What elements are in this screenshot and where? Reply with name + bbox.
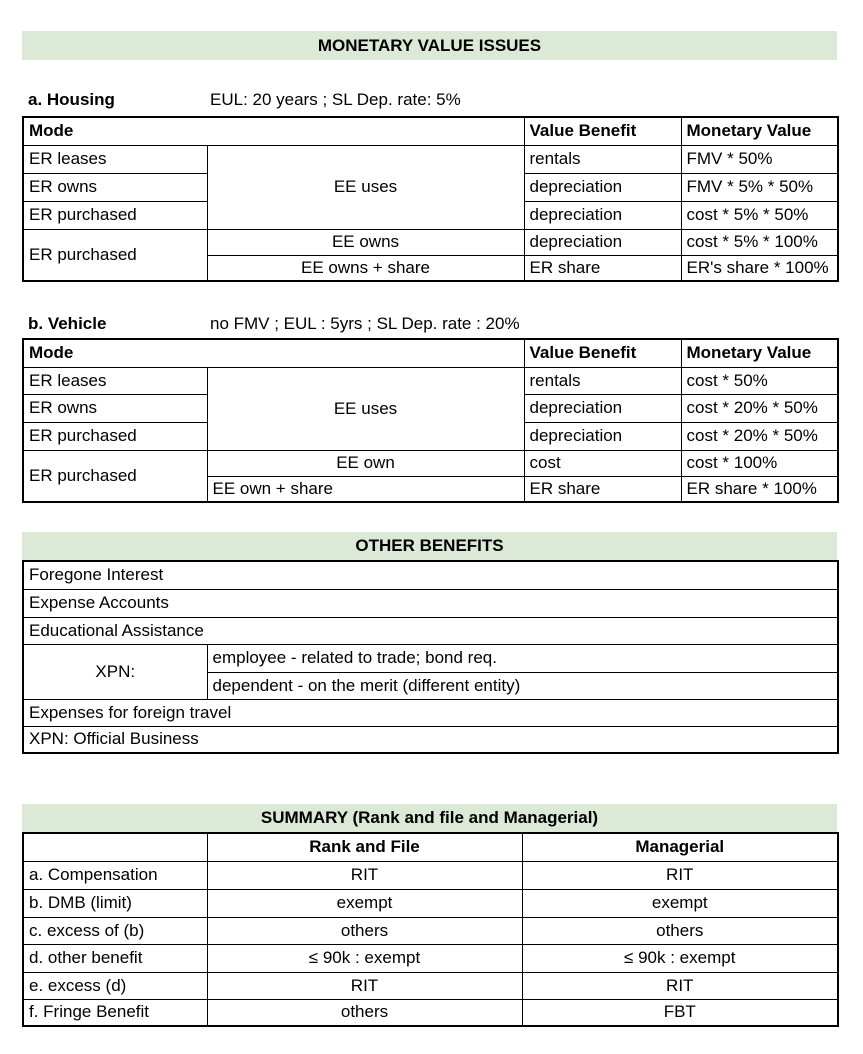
housing-label: a. Housing bbox=[28, 90, 115, 109]
value-benefit-cell: rentals bbox=[524, 367, 681, 394]
monetary-value-cell: ER share * 100% bbox=[681, 476, 838, 502]
benefit-item: XPN: Official Business bbox=[23, 726, 838, 753]
header-monetary-value: Monetary Value bbox=[681, 339, 838, 367]
use-cell: EE owns + share bbox=[207, 255, 524, 281]
value-benefit-cell: depreciation bbox=[524, 229, 681, 255]
monetary-value-cell: cost * 5% * 100% bbox=[681, 229, 838, 255]
vehicle-table bbox=[22, 338, 839, 503]
monetary-value-cell: FMV * 5% * 50% bbox=[681, 173, 838, 201]
header-value-benefit: Value Benefit bbox=[524, 339, 681, 367]
value-benefit-cell: depreciation bbox=[524, 173, 681, 201]
header-mode: Mode bbox=[23, 117, 524, 145]
monetary-value-cell: cost * 50% bbox=[681, 367, 838, 394]
use-cell: EE own + share bbox=[207, 476, 524, 502]
mode-cell: ER purchased bbox=[23, 422, 207, 450]
managerial-value: ≤ 90k : exempt bbox=[522, 944, 838, 972]
other-benefits-table bbox=[22, 560, 839, 754]
rank-value: others bbox=[207, 999, 522, 1026]
value-benefit-cell: cost bbox=[524, 450, 681, 476]
managerial-value: RIT bbox=[522, 972, 838, 999]
summary-table bbox=[22, 832, 839, 1027]
benefit-item: Expense Accounts bbox=[23, 589, 838, 617]
header-item bbox=[23, 833, 207, 861]
mode-cell: ER purchased bbox=[23, 229, 207, 281]
xpn-label: XPN: bbox=[23, 644, 207, 699]
rank-value: others bbox=[207, 917, 522, 944]
monetary-value-cell: cost * 20% * 50% bbox=[681, 394, 838, 422]
mode-cell: ER purchased bbox=[23, 201, 207, 229]
header-monetary-value: Monetary Value bbox=[681, 117, 838, 145]
mode-cell: ER purchased bbox=[23, 450, 207, 502]
monetary-value-cell: cost * 20% * 50% bbox=[681, 422, 838, 450]
value-benefit-cell: depreciation bbox=[524, 422, 681, 450]
value-benefit-cell: ER share bbox=[524, 476, 681, 502]
mode-cell: ER leases bbox=[23, 145, 207, 173]
managerial-value: exempt bbox=[522, 889, 838, 917]
summary-item: f. Fringe Benefit bbox=[23, 999, 207, 1026]
monetary-section-title: MONETARY VALUE ISSUES bbox=[22, 31, 837, 60]
rank-value: RIT bbox=[207, 972, 522, 999]
managerial-value: RIT bbox=[522, 861, 838, 889]
summary-item: b. DMB (limit) bbox=[23, 889, 207, 917]
rank-value: RIT bbox=[207, 861, 522, 889]
header-mode: Mode bbox=[23, 339, 524, 367]
vehicle-label: b. Vehicle bbox=[28, 314, 107, 333]
managerial-value: FBT bbox=[522, 999, 838, 1026]
ee-uses-cell: EE uses bbox=[207, 367, 524, 450]
header-value-benefit: Value Benefit bbox=[524, 117, 681, 145]
header-rank-and-file: Rank and File bbox=[207, 833, 522, 861]
header-managerial: Managerial bbox=[522, 833, 838, 861]
summary-item: a. Compensation bbox=[23, 861, 207, 889]
monetary-value-cell: cost * 100% bbox=[681, 450, 838, 476]
ee-uses-cell: EE uses bbox=[207, 145, 524, 229]
summary-item: e. excess (d) bbox=[23, 972, 207, 999]
summary-item: d. other benefit bbox=[23, 944, 207, 972]
monetary-value-cell: FMV * 50% bbox=[681, 145, 838, 173]
housing-table bbox=[22, 116, 839, 282]
value-benefit-cell: rentals bbox=[524, 145, 681, 173]
use-cell: EE own bbox=[207, 450, 524, 476]
summary-item: c. excess of (b) bbox=[23, 917, 207, 944]
xpn-detail: dependent - on the merit (different entity) bbox=[207, 672, 838, 699]
managerial-value: others bbox=[522, 917, 838, 944]
benefit-item: Expenses for foreign travel bbox=[23, 699, 838, 726]
other-benefits-title: OTHER BENEFITS bbox=[22, 532, 837, 560]
value-benefit-cell: ER share bbox=[524, 255, 681, 281]
mode-cell: ER leases bbox=[23, 367, 207, 394]
housing-note: EUL: 20 years ; SL Dep. rate: 5% bbox=[210, 90, 461, 109]
mode-cell: ER owns bbox=[23, 394, 207, 422]
monetary-value-cell: ER's share * 100% bbox=[681, 255, 838, 281]
benefit-item: Educational Assistance bbox=[23, 617, 838, 644]
vehicle-note: no FMV ; EUL : 5yrs ; SL Dep. rate : 20% bbox=[210, 314, 520, 333]
mode-cell: ER owns bbox=[23, 173, 207, 201]
benefit-item: Foregone Interest bbox=[23, 561, 838, 589]
summary-title: SUMMARY (Rank and file and Managerial) bbox=[22, 804, 837, 832]
value-benefit-cell: depreciation bbox=[524, 201, 681, 229]
use-cell: EE owns bbox=[207, 229, 524, 255]
xpn-detail: employee - related to trade; bond req. bbox=[207, 644, 838, 672]
rank-value: exempt bbox=[207, 889, 522, 917]
rank-value: ≤ 90k : exempt bbox=[207, 944, 522, 972]
value-benefit-cell: depreciation bbox=[524, 394, 681, 422]
monetary-value-cell: cost * 5% * 50% bbox=[681, 201, 838, 229]
